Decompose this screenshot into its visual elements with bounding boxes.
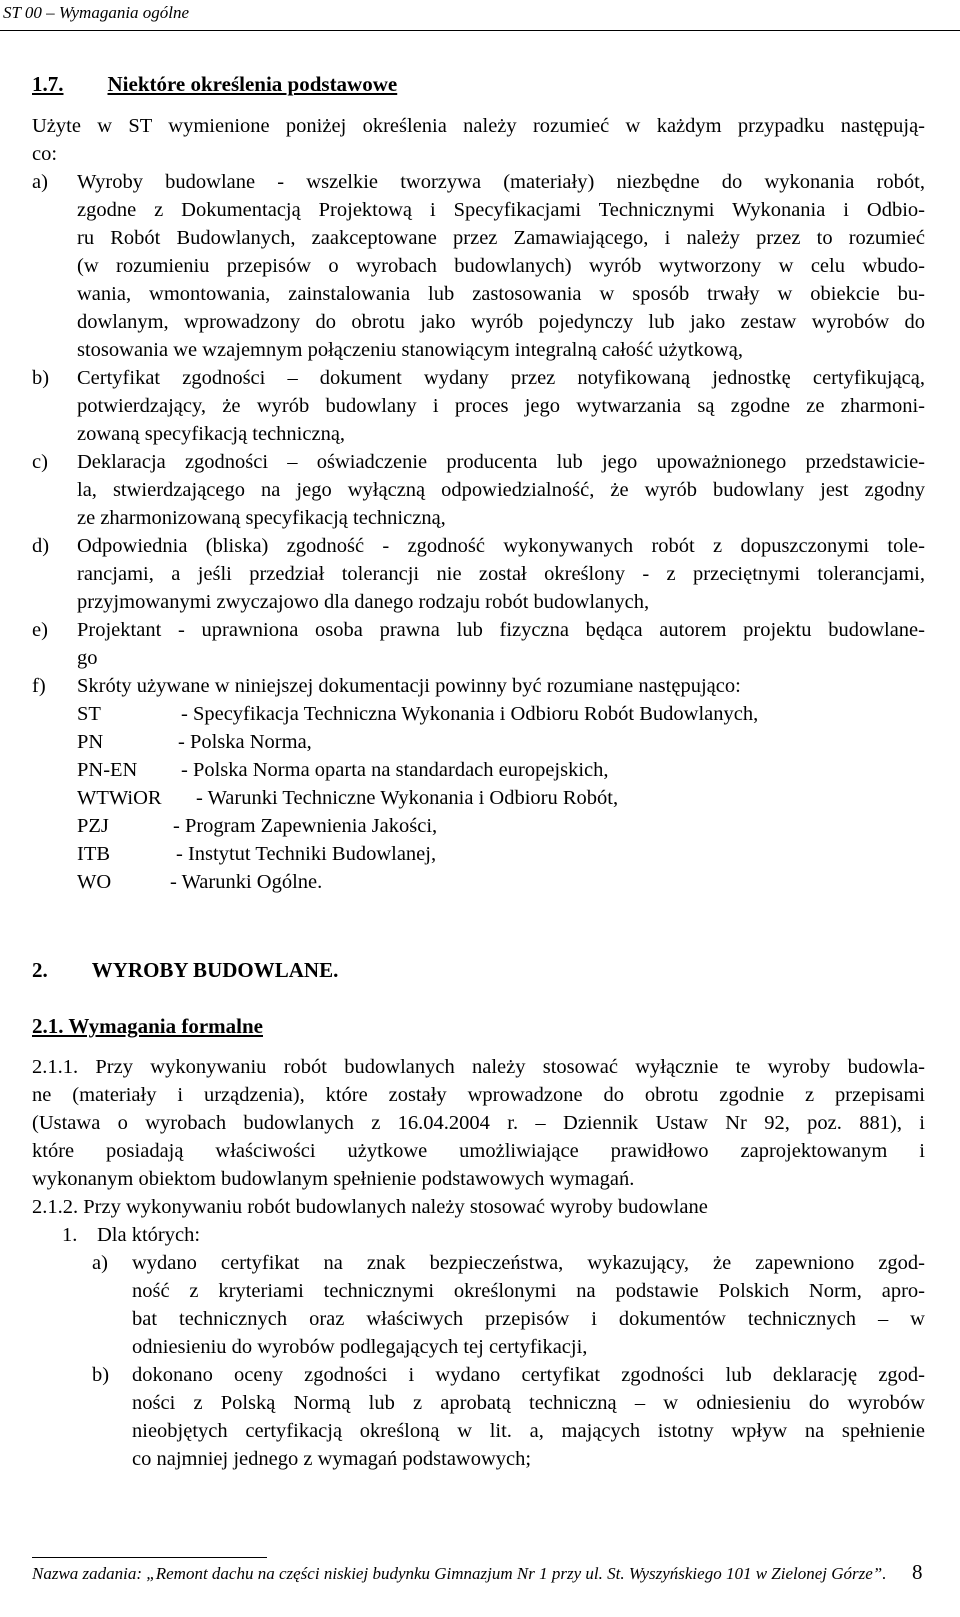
definition-line: dowlanym, wprowadzony do obrotu jako wyrób pojedynczy lub jako zestaw wyrobów do xyxy=(77,311,925,333)
footer-text: Nazwa zadania: „Remont dachu na części niskiej budynku Gimnazjum Nr 1 przy ul. St. Wyszyńskiego 101 w Zielonej Górze”. xyxy=(32,1564,887,1583)
paragraph-line: 2.1.1. Przy wykonywaniu robót budowlanych należy stosować wyłącznie te wyroby budowla- xyxy=(32,1056,925,1078)
definition-line: Certyfikat zgodności – dokument wydany przez notyfikowaną jednostkę certyfikującą, xyxy=(77,367,925,389)
abbreviation-code: PN-EN xyxy=(77,759,138,781)
section-title: Niektóre określenia podstawowe xyxy=(107,72,398,96)
subitem-line: wydano certyfikat na znak bezpieczeństwa, wykazujący, że zapewniono zgod- xyxy=(132,1252,925,1274)
header-rule xyxy=(0,30,960,31)
definition-line: stosowania we wzajemnym połączeniu stanowiącym integralną całość użytkową, xyxy=(77,339,744,361)
sublist-number: 1. xyxy=(62,1224,78,1246)
intro-line: co: xyxy=(32,143,58,165)
definition-line: ze zharmonizowaną specyfikacją techniczną, xyxy=(77,507,446,529)
subitem-line: bat technicznych oraz właściwych przepisów i dokumentów technicznych – w xyxy=(132,1308,925,1330)
list-label: f) xyxy=(32,675,46,697)
abbreviation-code: ST xyxy=(77,703,101,725)
section-2-1-heading: 2.1. Wymagania formalne xyxy=(32,1014,263,1038)
definition-line: zgodne z Dokumentacją Projektową i Specyfikacjami Technicznymi Wykonania i Odbio- xyxy=(77,199,925,221)
abbreviation-code: WO xyxy=(77,871,112,893)
list-label: c) xyxy=(32,451,48,473)
subitem-line: ności z Polską Normą lub z aprobatą techniczną – w odniesieniu do wyrobów xyxy=(132,1392,925,1414)
paragraph-line: ne (materiały i urządzenia), które zostały wprowadzone do obrotu zgodnie z przepisami xyxy=(32,1084,925,1106)
list-label: e) xyxy=(32,619,48,641)
section-number: 1.7. xyxy=(32,72,64,96)
list-label: d) xyxy=(32,535,50,557)
definition-line: Deklaracja zgodności – oświadczenie producenta lub jego upoważnionego przedstawicie- xyxy=(77,451,925,473)
footer-rule xyxy=(32,1557,267,1558)
section-1-7-heading xyxy=(32,72,397,97)
definition-line: przyjmowanymi zwyczajowo dla danego rodzaju robót budowlanych, xyxy=(77,591,650,613)
definition-line: (w rozumieniu przepisów o wyrobach budowlanych) wyrób wytworzony w celu wbudo- xyxy=(77,255,925,277)
abbreviation-desc: - Instytut Techniki Budowlanej, xyxy=(176,843,437,865)
list-label: b) xyxy=(32,367,50,389)
definition-line: zowaną specyfikacją techniczną, xyxy=(77,423,346,445)
subitem-line: nieobjętych certyfikacją określoną w lit. a, mających istotny wpływ na spełnienie xyxy=(132,1420,925,1442)
abbreviation-code: PZJ xyxy=(77,815,109,837)
intro-line: Użyte w ST wymienione poniżej określenia należy rozumieć w każdym przypadku następują- xyxy=(32,115,925,137)
definition-line: Projektant - uprawniona osoba prawna lub fizyczna będąca autorem projektu budowlane- xyxy=(77,619,925,641)
abbreviation-desc: - Specyfikacja Techniczna Wykonania i Odbioru Robót Budowlanych, xyxy=(181,703,759,725)
definition-line: Wyroby budowlane - wszelkie tworzywa (materiały) niezbędne do wykonania robót, xyxy=(77,171,925,193)
definition-line: potwierdzający, że wyrób budowlany i proces jego wytwarzania są zgodne ze zharmoni- xyxy=(77,395,925,417)
subitem-line: odniesieniu do wyrobów podlegających tej certyfikacji, xyxy=(132,1336,588,1358)
running-header: ST 00 – Wymagania ogólne xyxy=(3,3,190,22)
list-label: a) xyxy=(92,1252,108,1274)
definition-line: rancjami, a jeśli przedział tolerancji nie został określony - z przeciętnymi tolerancjami, xyxy=(77,563,925,585)
paragraph-line: które posiadają właściwości użytkowe umożliwiające prawidłowo zaprojektowanym i xyxy=(32,1140,925,1162)
abbreviation-desc: - Warunki Ogólne. xyxy=(170,871,323,893)
abbreviation-code: WTWiOR xyxy=(77,787,162,809)
subitem-line: dokonano oceny zgodności i wydano certyfikat zgodności lub deklarację zgod- xyxy=(132,1364,925,1386)
sublist-text: Dla których: xyxy=(97,1224,201,1246)
abbreviation-desc: - Polska Norma, xyxy=(178,731,312,753)
abbreviation-desc: - Polska Norma oparta na standardach europejskich, xyxy=(181,759,609,781)
list-label: a) xyxy=(32,171,48,193)
definition-line: ru Robót Budowlanych, zaakceptowane przez Zamawiającego, i należy przez to rozumieć xyxy=(77,227,925,249)
abbreviation-code: PN xyxy=(77,731,104,753)
section-2-heading xyxy=(32,958,338,983)
paragraph-line: wykonanym obiektom budowlanym spełnienie podstawowych wymagań. xyxy=(32,1168,635,1190)
definition-line: Odpowiednia (bliska) zgodność - zgodność wykonywanych robót z dopuszczonymi tole- xyxy=(77,535,925,557)
section-title: WYROBY BUDOWLANE. xyxy=(91,958,339,982)
abbreviation-desc: - Warunki Techniczne Wykonania i Odbioru Robót, xyxy=(196,787,619,809)
paragraph-line: (Ustawa o wyrobach budowlanych z 16.04.2004 r. – Dziennik Ustaw Nr 92, poz. 881), i xyxy=(32,1112,925,1134)
definition-line: go xyxy=(77,647,98,669)
subitem-line: co najmniej jednego z wymagań podstawowych; xyxy=(132,1448,532,1470)
definition-line: wania, wmontowania, zainstalowania lub zastosowania w sposób trwały w obiekcie bu- xyxy=(77,283,925,305)
subitem-line: ność z kryteriami technicznymi określonymi na podstawie Polskich Norm, apro- xyxy=(132,1280,925,1302)
definition-line: Skróty używane w niniejszej dokumentacji powinny być rozumiane następująco: xyxy=(77,675,741,697)
abbreviation-desc: - Program Zapewnienia Jakości, xyxy=(173,815,438,837)
section-number: 2. xyxy=(32,958,48,982)
abbreviation-code: ITB xyxy=(77,843,111,865)
list-label: b) xyxy=(92,1364,110,1386)
paragraph-line: 2.1.2. Przy wykonywaniu robót budowlanych należy stosować wyroby budowlane xyxy=(32,1196,708,1218)
definition-line: la, stwierdzającego na jego wyłączną odpowiedzialność, że wyrób budowlany jest zgodny xyxy=(77,479,925,501)
page-number: 8 xyxy=(912,1560,923,1584)
